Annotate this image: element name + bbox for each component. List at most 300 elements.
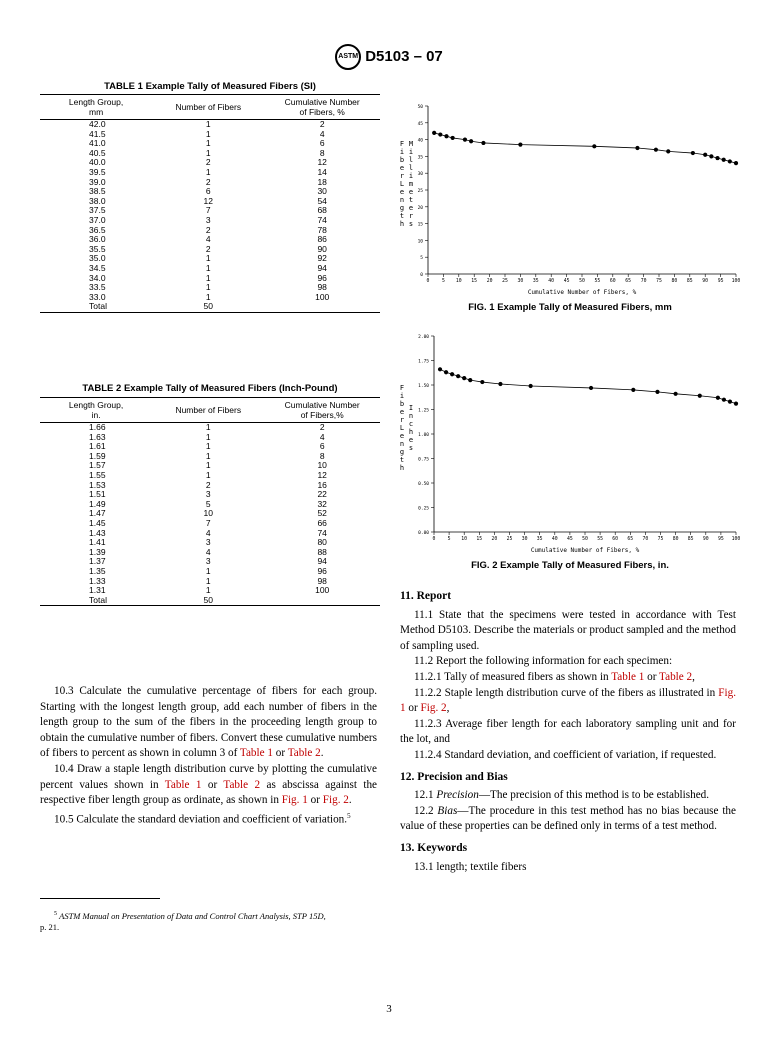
table-row xyxy=(40,596,380,606)
x-tick-label: 75 xyxy=(657,537,664,542)
table-cell: 1.47 xyxy=(89,508,106,519)
y-tick-label: 50 xyxy=(417,105,423,110)
y-axis-label-right: M xyxy=(408,140,414,148)
y-axis-label-left: g xyxy=(399,204,405,212)
y-axis-label-left: b xyxy=(399,156,405,164)
designation: D5103 – 07 xyxy=(365,47,443,65)
y-axis-label-left: r xyxy=(399,416,405,424)
table-cell: 1 xyxy=(205,262,211,273)
table-cell: 14 xyxy=(317,166,327,177)
fig2-link[interactable]: Fig. 2 xyxy=(420,702,447,715)
x-tick-label: 65 xyxy=(625,279,632,284)
table-cell: 3 xyxy=(205,556,211,567)
fig2-chart xyxy=(396,328,744,556)
data-point xyxy=(666,149,670,153)
table1-link[interactable]: Table 1 xyxy=(164,778,202,791)
x-tick-label: 70 xyxy=(642,537,649,542)
table-cell: 1.39 xyxy=(89,546,106,557)
table-cell: 1 xyxy=(205,291,211,302)
table-cell: 6 xyxy=(319,138,325,149)
table-cell xyxy=(264,596,380,606)
paragraph-13-1: 13.1 length; textile fibers xyxy=(414,860,527,873)
table-cell: 1 xyxy=(205,441,211,452)
data-point xyxy=(438,132,442,136)
y-tick-label: 1.75 xyxy=(418,359,429,365)
x-tick-label: 50 xyxy=(582,537,588,542)
x-tick-label: 65 xyxy=(627,537,634,542)
text: or xyxy=(644,670,660,683)
y-axis-label-right: t xyxy=(408,196,414,204)
y-axis-label-left: t xyxy=(399,456,405,464)
table-cell: 22 xyxy=(317,489,327,500)
table-cell: 100 xyxy=(315,585,330,596)
table-cell: 80 xyxy=(317,537,327,548)
footnote xyxy=(40,909,380,933)
text: 11.2.1 Tally of measured fibers as shown in xyxy=(414,670,612,683)
paragraph-11-2: 11.2 Report the following information for each specimen: xyxy=(414,655,673,668)
x-tick-label: 25 xyxy=(502,279,508,284)
table-cell: 88 xyxy=(317,546,327,557)
section-13-title: 13. Keywords xyxy=(400,841,468,854)
y-axis-label-right: e xyxy=(408,188,414,196)
text: 10.3 Calculate the cumulative percentage of fibers for each group. Starting with the longest length group, add each number of fibers in the length group to the sum of the fibers in the proceeding length group to obtain the cumulative number of fibers. Convert these cumulative numbers of fibers to percent as shown in column 3 of xyxy=(40,685,377,760)
table-cell: 92 xyxy=(317,253,327,264)
page-header xyxy=(0,44,778,70)
table-cell: 2 xyxy=(205,224,211,235)
x-tick-label: 80 xyxy=(672,537,679,542)
table-cell: 8 xyxy=(319,147,325,158)
y-axis-label-right: n xyxy=(408,412,414,420)
data-point xyxy=(498,382,502,386)
x-tick-label: 90 xyxy=(702,279,709,284)
text: or xyxy=(201,778,224,791)
x-tick-label: 100 xyxy=(731,537,741,542)
table-cell: 54 xyxy=(317,195,327,206)
x-tick-label: 35 xyxy=(536,537,543,542)
table1-link[interactable]: Table 1 xyxy=(239,747,273,760)
paragraph-10-3 xyxy=(40,684,377,762)
y-axis-label-left: r xyxy=(399,172,405,180)
table-cell: 1 xyxy=(205,460,211,471)
fig2-link[interactable]: Fig. 2 xyxy=(322,794,349,807)
table-cell: 6 xyxy=(319,441,325,452)
y-axis-label-right: e xyxy=(408,204,414,212)
table-cell: 96 xyxy=(317,565,327,576)
data-point xyxy=(716,396,720,400)
x-tick-label: 85 xyxy=(687,537,694,542)
y-axis-label-left: F xyxy=(399,384,405,392)
table-cell: 1 xyxy=(205,119,211,129)
x-tick-label: 40 xyxy=(548,279,555,284)
data-point xyxy=(722,398,726,402)
data-point xyxy=(463,138,467,142)
y-axis-label-left: t xyxy=(399,212,405,220)
table-cell: 4 xyxy=(205,527,211,538)
x-tick-label: 5 xyxy=(441,279,445,284)
y-axis-label-right: i xyxy=(408,172,414,180)
series-line xyxy=(440,369,736,403)
data-point xyxy=(456,374,460,378)
x-tick-label: 55 xyxy=(594,279,601,284)
page-number: 3 xyxy=(386,1003,392,1015)
x-tick-label: 0 xyxy=(432,537,436,542)
table-cell: 74 xyxy=(317,214,327,225)
x-tick-label: 60 xyxy=(612,537,619,542)
x-tick-label: 15 xyxy=(476,537,483,542)
data-point xyxy=(728,400,732,404)
x-tick-label: 25 xyxy=(506,537,513,542)
footnote-page: p. 21. xyxy=(40,921,60,932)
table-cell: 1 xyxy=(205,128,211,139)
data-point xyxy=(480,380,484,384)
text: 12.1 xyxy=(414,789,437,802)
data-point xyxy=(468,378,472,382)
y-tick-label: 1.50 xyxy=(418,384,429,389)
y-axis-label-left: b xyxy=(399,400,405,408)
table-cell: 52 xyxy=(317,508,327,519)
table2-caption: TABLE 2 Example Tally of Measured Fibers (Inch-Pound) xyxy=(82,383,338,394)
table-cell: 38.5 xyxy=(89,186,106,197)
table-cell: 32 xyxy=(317,498,327,509)
table-cell: 50 xyxy=(152,596,264,606)
table-cell: 34.5 xyxy=(89,262,106,273)
table-cell: 1 xyxy=(205,585,211,596)
data-point xyxy=(518,143,522,147)
table-cell: 10 xyxy=(317,460,327,471)
data-point xyxy=(631,388,635,392)
table-cell: 6 xyxy=(205,186,211,197)
x-tick-label: 0 xyxy=(426,279,430,284)
y-axis-label-right: s xyxy=(408,220,414,228)
data-point xyxy=(432,131,436,135)
data-point xyxy=(469,139,473,143)
x-axis-label: Cumulative Number of Fibers, % xyxy=(527,289,637,296)
table-cell: 74 xyxy=(317,527,327,538)
x-tick-label: 70 xyxy=(640,279,647,284)
table-cell: 12 xyxy=(203,195,214,206)
text: as abscissa against the respective fiber length group as ordinate, as shown in xyxy=(40,778,378,807)
y-tick-label: 30 xyxy=(417,172,423,178)
fig1-link[interactable]: Fig. 1 xyxy=(400,686,736,715)
y-axis-label-right: r xyxy=(408,212,414,220)
x-tick-label: 60 xyxy=(609,279,616,284)
table1-caption: TABLE 1 Example Tally of Measured Fibers (SI) xyxy=(104,81,316,92)
data-point xyxy=(481,141,485,145)
y-tick-label: 5 xyxy=(420,256,423,262)
table-cell: 100 xyxy=(315,291,330,302)
table-cell: 94 xyxy=(317,556,327,567)
table-cell: 37.0 xyxy=(89,214,106,225)
x-tick-label: 100 xyxy=(731,279,741,284)
table-cell: 41.5 xyxy=(89,128,106,139)
text: or xyxy=(307,794,323,807)
table-cell: 38.0 xyxy=(89,195,106,206)
table-cell: 98 xyxy=(317,282,327,293)
paragraph-11-1: 11.1 State that the specimens were tested in accordance with Test Method D5103. Describe the materials or product sampled and the method of sampling used. xyxy=(400,608,736,652)
table-cell: 18 xyxy=(317,176,327,187)
table-cell: 3 xyxy=(205,489,211,500)
x-tick-label: 20 xyxy=(491,537,498,542)
table1-header: Cumulative Number of Fibers, % xyxy=(264,95,380,120)
y-tick-label: 20 xyxy=(417,205,423,211)
y-tick-label: 1.25 xyxy=(418,408,429,414)
table-cell: 1 xyxy=(205,469,211,480)
paragraph-11-2-4: 11.2.4 Standard deviation, and coefficient of variation, if requested. xyxy=(414,748,717,761)
y-axis-label-left: e xyxy=(399,408,405,416)
table-cell: 1.63 xyxy=(89,431,106,442)
table-cell: 41.0 xyxy=(89,138,106,149)
table-cell: 16 xyxy=(317,479,327,490)
x-tick-label: 55 xyxy=(597,537,603,542)
y-tick-label: 10 xyxy=(417,239,423,245)
table2-header: Number of Fibers xyxy=(152,398,264,423)
y-tick-label: 0.50 xyxy=(418,482,429,487)
data-point xyxy=(655,390,659,394)
table-cell: 1 xyxy=(205,450,211,461)
table-cell: 50 xyxy=(152,302,264,312)
table-cell: 1 xyxy=(205,282,211,293)
table-cell: 1 xyxy=(205,565,211,576)
table-cell: 94 xyxy=(317,262,327,273)
table1-link[interactable]: Table 1 xyxy=(611,670,645,683)
x-tick-label: 10 xyxy=(461,537,468,542)
table-cell: Total xyxy=(40,302,152,312)
y-tick-label: 45 xyxy=(417,121,423,127)
data-point xyxy=(715,156,719,160)
data-point xyxy=(444,134,448,138)
table-cell: 1 xyxy=(205,253,211,264)
table-cell: 78 xyxy=(317,224,327,235)
paragraph-10-5 xyxy=(40,809,377,828)
table-cell: 2 xyxy=(319,119,325,129)
table-cell: 4 xyxy=(205,234,211,245)
data-point xyxy=(589,386,593,390)
y-axis-label-left: i xyxy=(399,392,405,400)
table-cell: 1.41 xyxy=(89,537,106,548)
y-axis-label-left: h xyxy=(399,220,405,228)
table-cell: 1 xyxy=(205,431,211,442)
y-axis-label-left: L xyxy=(399,424,405,432)
data-point xyxy=(698,394,702,398)
series-line xyxy=(434,133,736,163)
astm-logo: ASTM xyxy=(335,44,361,70)
table-cell: 2 xyxy=(205,176,211,187)
table-cell: 66 xyxy=(317,517,327,528)
table-row xyxy=(40,302,380,312)
table-cell: 1 xyxy=(205,422,211,432)
table-cell: 1.45 xyxy=(89,517,106,528)
text: . xyxy=(320,747,324,760)
table-cell: 7 xyxy=(205,517,211,528)
data-point xyxy=(691,151,695,155)
table-cell: 1.43 xyxy=(89,527,106,538)
paragraph-12-1 xyxy=(400,788,736,804)
fig1-link[interactable]: Fig. 1 xyxy=(281,794,308,807)
table-cell: 35.5 xyxy=(89,243,106,254)
table-cell: 39.0 xyxy=(89,176,106,187)
y-axis-label-left: i xyxy=(399,148,405,156)
y-axis-label-right: l xyxy=(408,164,414,172)
table1-header: Length Group, mm xyxy=(40,95,152,120)
table1-header: Number of Fibers xyxy=(152,95,264,120)
data-point xyxy=(674,392,678,396)
table-cell: 1.61 xyxy=(89,441,106,452)
text: Bias xyxy=(437,804,458,817)
table-cell: 36.0 xyxy=(89,234,106,245)
table-cell: 30 xyxy=(317,186,327,197)
table-cell: 98 xyxy=(317,575,327,586)
x-tick-label: 30 xyxy=(521,537,528,542)
table2-link[interactable]: Table 2 xyxy=(223,778,261,791)
text: or xyxy=(272,747,288,760)
y-axis-label-left: F xyxy=(399,140,405,148)
x-tick-label: 30 xyxy=(517,279,524,284)
table1 xyxy=(40,94,380,313)
x-tick-label: 10 xyxy=(455,279,462,284)
data-point xyxy=(451,136,455,140)
data-point xyxy=(444,370,448,374)
data-point xyxy=(654,148,658,152)
table-cell: 37.5 xyxy=(89,205,106,216)
table2-link[interactable]: Table 2 xyxy=(659,670,693,683)
y-axis-label-right: i xyxy=(408,148,414,156)
table-cell: 7 xyxy=(205,205,211,216)
y-axis-label-right: l xyxy=(408,156,414,164)
y-tick-label: 0 xyxy=(420,273,423,278)
table-cell: 10 xyxy=(203,508,214,519)
footnote-mark: 5 xyxy=(54,911,57,917)
table-cell: 36.5 xyxy=(89,224,106,235)
table-cell: 4 xyxy=(205,546,211,557)
x-tick-label: 75 xyxy=(656,279,662,284)
table-cell: 5 xyxy=(205,498,211,509)
x-axis-label: Cumulative Number of Fibers, % xyxy=(530,547,640,554)
section-11-title: 11. Report xyxy=(400,590,452,602)
table-cell: 3 xyxy=(205,214,211,225)
data-point xyxy=(734,161,738,165)
table-cell: 40.0 xyxy=(89,157,106,168)
table-cell: 12 xyxy=(317,157,327,168)
y-axis-label-left: e xyxy=(399,164,405,172)
y-axis-label-right: m xyxy=(408,180,414,188)
table-cell: 1 xyxy=(205,138,211,149)
y-axis-label-left: L xyxy=(399,180,405,188)
x-tick-label: 85 xyxy=(686,279,693,284)
table-cell: 2 xyxy=(205,157,211,168)
y-tick-label: 0.25 xyxy=(418,506,429,512)
data-point xyxy=(450,372,454,376)
data-point xyxy=(529,384,533,388)
table2-link[interactable]: Table 2 xyxy=(287,747,321,760)
table-cell: 1 xyxy=(205,575,211,586)
y-tick-label: 15 xyxy=(417,222,423,228)
data-point xyxy=(728,159,732,163)
y-tick-label: 0.75 xyxy=(418,457,429,463)
data-point xyxy=(592,144,596,148)
table-cell: 1.55 xyxy=(89,469,106,480)
y-axis-label-left: n xyxy=(399,196,405,204)
right-column-text xyxy=(400,583,736,875)
y-tick-label: 35 xyxy=(417,155,423,161)
table-cell: 1 xyxy=(205,147,211,158)
data-point xyxy=(703,153,707,157)
table-cell: 1.37 xyxy=(89,556,106,567)
y-axis-label-right: s xyxy=(408,444,414,452)
data-point xyxy=(722,158,726,162)
fig1-chart xyxy=(396,98,744,298)
table-cell: 1 xyxy=(205,166,211,177)
table-cell: 4 xyxy=(319,431,325,442)
y-tick-label: 0.00 xyxy=(418,531,429,536)
table-cell: 1 xyxy=(205,272,211,283)
table-cell: 1.31 xyxy=(89,585,106,596)
x-tick-label: 45 xyxy=(563,279,570,284)
y-axis-label-left: n xyxy=(399,440,405,448)
y-axis-label-right: I xyxy=(408,404,414,412)
table-cell: 1.57 xyxy=(89,460,106,471)
data-point xyxy=(438,367,442,371)
x-tick-label: 95 xyxy=(718,537,724,542)
text: , xyxy=(692,670,695,683)
table2-header: Cumulative Number of Fibers,% xyxy=(264,398,380,423)
data-point xyxy=(635,146,639,150)
table-cell: 35.0 xyxy=(89,253,106,264)
left-column-text xyxy=(40,684,377,828)
table-cell: 2 xyxy=(205,243,211,254)
table-cell: 1.53 xyxy=(89,479,106,490)
text: 10.5 Calculate the standard deviation and coefficient of variation. xyxy=(54,813,348,826)
data-point xyxy=(734,402,738,406)
table-cell: 3 xyxy=(205,537,211,548)
table-cell: 96 xyxy=(317,272,327,283)
table-cell: 68 xyxy=(317,205,327,216)
table-cell: 1.51 xyxy=(89,489,106,500)
text: 11.2.2 Staple length distribution curve of the fibers as illustrated in xyxy=(414,686,719,699)
text: Precision xyxy=(436,789,479,802)
y-axis-label-left: e xyxy=(399,188,405,196)
table-cell: 12 xyxy=(317,469,327,480)
data-point xyxy=(462,376,466,380)
footnote-source: ASTM Manual on Presentation of Data and Control Chart Analysis, STP 15D, xyxy=(59,910,326,921)
y-axis-label-left: h xyxy=(399,464,405,472)
table-cell: 8 xyxy=(319,450,325,461)
table-cell: 33.0 xyxy=(89,291,106,302)
x-tick-label: 20 xyxy=(486,279,493,284)
y-axis-label-left: g xyxy=(399,448,405,456)
text: or xyxy=(405,702,421,715)
text: —The precision of this method is to be established. xyxy=(478,789,710,802)
x-tick-label: 80 xyxy=(671,279,678,284)
x-tick-label: 90 xyxy=(702,537,709,542)
paragraph-10-4 xyxy=(40,762,377,809)
y-axis-label-right: c xyxy=(408,420,414,428)
x-tick-label: 50 xyxy=(579,279,585,284)
text: 10.4 Draw a staple length distribution curve by plotting the cumulative percent values shown in xyxy=(40,762,377,791)
y-tick-label: 1.00 xyxy=(418,433,429,438)
y-axis-label-left: e xyxy=(399,432,405,440)
section-12-title: 12. Precision and Bias xyxy=(400,770,508,783)
data-point xyxy=(709,154,713,158)
y-tick-label: 40 xyxy=(417,138,423,144)
y-axis-label-right: e xyxy=(408,436,414,444)
table-cell: 4 xyxy=(319,128,325,139)
footnote-divider xyxy=(40,898,160,899)
table-cell: 1.33 xyxy=(89,575,106,586)
table-cell: 34.0 xyxy=(89,272,106,283)
x-tick-label: 15 xyxy=(471,279,478,284)
x-tick-label: 5 xyxy=(447,537,451,542)
text: 12.2 xyxy=(414,804,438,817)
